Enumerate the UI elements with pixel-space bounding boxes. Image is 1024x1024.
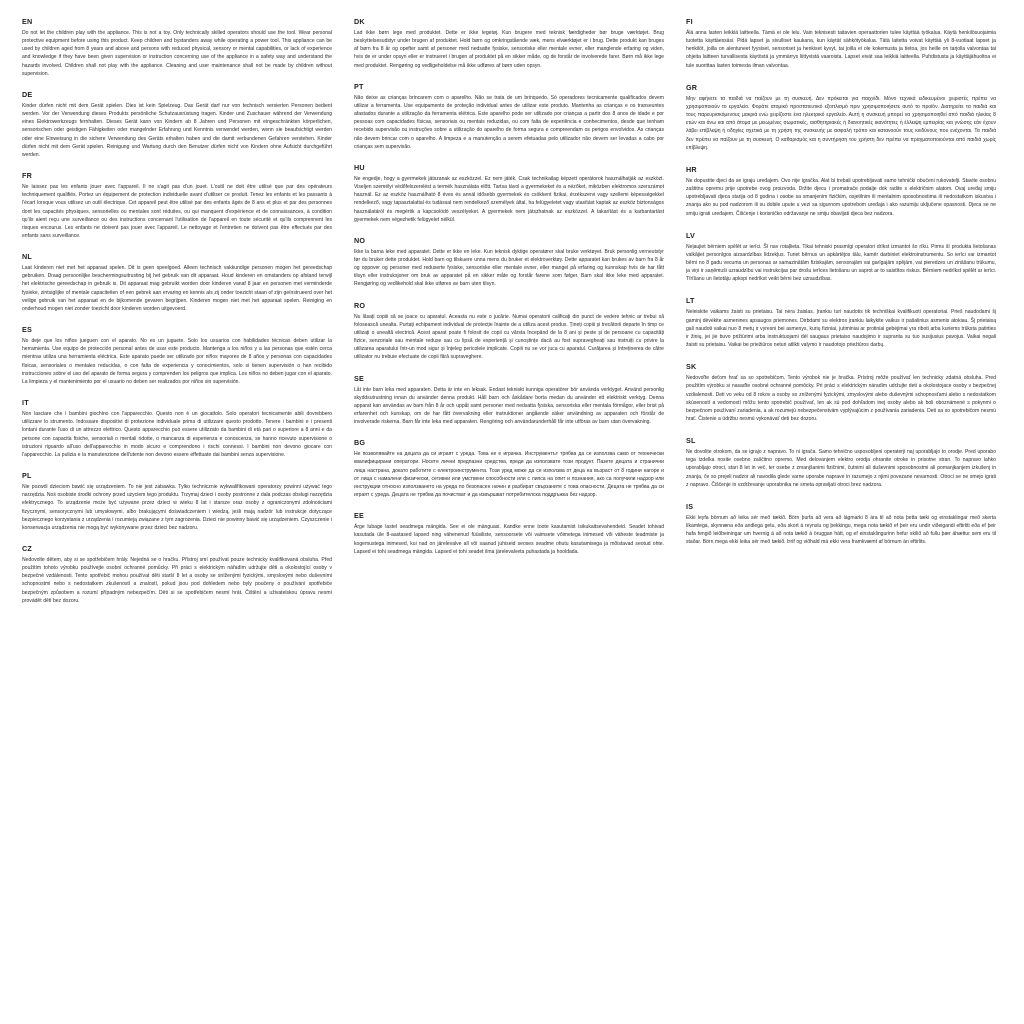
language-code-gr: GR (686, 82, 698, 92)
language-entry-lt (686, 297, 996, 349)
language-code-pt: PT (354, 81, 364, 91)
language-text-nl: Laat kinderen niet met het apparaat spelen. Dit is geen speelgoed. Alleen technisch vakkundige personen mogen het gereedschap gebruiken. Draag persoonlijke beschermingsuitrusting bij het gebruik van dit apparaat. Houd kinderen en omstanders op afstand terwijl het elektrische gereedschap in gebruik is. Dit apparaat mag gebruikt worden door kinderen vanaf 8 jaar en personen met verminderde fysieke, zintuiglijke of mentale capaciteiten of een gebrek aan ervaring en kennis als zij onder toezicht staan of zijn geïnstrueerd over het veilige gebruik van het apparaat en de bijkomende gevaren begrijpen. Kinderen mogen niet met het apparaat spelen. Reiniging en onderhoud mogen niet zonder toezicht door kinderen worden uitgevoerd. (22, 265, 332, 312)
language-code-fi: FI (686, 17, 693, 26)
language-code-sk: SK (686, 362, 697, 372)
language-code-ee: EE (354, 511, 364, 521)
language-text-bg: Не позволявайте на децата да си играят с уреда. Това не е играчка. Инструментът трябва да се използва само от технически квалифицирани оператори. Носете лични предпазни средства, преди да използвате този продукт. Пазете децата и странични лица настрана, докато работите с електроинструмента. Този уред може да се използва от деца на възраст от 8 години нагоре и от лица с намалени физически, сетивни или умствени способности или с липса на опит и познания, ако са получили надзор или инструкции относно използването на уреда по безопасен начин и разбират свързаните с това опасности. Децата не трябва да си играят с уреда. Децата не трябва да почистват и да извършват потребителска поддръжка без надзор. (354, 451, 664, 499)
language-code-se: SE (354, 373, 364, 383)
language-column-2 (354, 18, 664, 569)
language-entry-bg (354, 439, 664, 499)
language-code-fr: FR (22, 171, 32, 181)
language-entry-lv (686, 232, 996, 284)
language-entry-gr (686, 84, 996, 152)
language-column-3 (686, 18, 996, 561)
language-text-no: Ikke la barna leke med apparatet. Dette er ikke en leke. Kun teknisk dyktige operatører skal bruke verktøyet. Bruk personlig verneutstyr før du bruker dette produktet. Hold barn og tilskuere unna mens du bruker et elektroverktøy. Dette apparatet kan brukes av barn fra 8 år og oppover og personer med reduserte fysiske, sensoriske eller mentale evner, eller mangel på erfaring og kunnskap hvis de har fått tilsyn eller instruksjoner om bruk av apparatet på en sikker måte og forstår farene som følger. Barn skal ikke leke med apparatet. Rengjøring og vedlikehold skal ikke utføres av barn uten tilsyn. (354, 248, 664, 288)
language-text-is: Ekki leyfa börnum að leika sér með tækið. Börn þurfa að vera að lágmarki 8 ára til að nota þetta tæki og einstaklingar með skerta líkamlega, skynræna eða andlega getu, eða skort á reynslu og þekkingu, mega nota tækið ef þeir eru undir viðeigandi eftirliti eða ef þeir hafa fengið leiðbeiningar um hvernig á að nota tækið á öruggan hátt, og ef einstaklingurinn hefur skilið að fullu þær áhættur sem eru til staðar. Börn mega ekki leika sér með tækið. Þrif og viðhald má ekki vera framkvæmt af börnum án eftirlits. (686, 514, 996, 546)
language-text-de: Kinder dürfen nicht mit dem Gerät spielen. Dies ist kein Spielzeug. Das Gerät darf nur von technisch versierten Personen bedient werden. Vor der Verwendung dieses Produkts persönliche Schutzausrüstung tragen. Kinder und Zuschauer während der Verwendung eines Elektrowerkzeugs fernhalten. Dieses Gerät kann von Kindern ab 8 Jahren und Personen mit eingeschränkten körperlichen, sensorischen oder geistigen Fähigkeiten oder mangelnder Erfahrung und Kenntnis verwendet werden, wenn sie beaufsichtigt werden oder eine Einweisung in die sichere Verwendung des Geräts erhalten haben und die damit verbundenen Gefahren verstehen. Kinder dürfen nicht mit dem Gerät spielen. Reinigung und Wartung durch den Benutzer dürfen nicht von Kindern ohne Aufsicht durchgeführt werden. (22, 102, 332, 158)
language-code-it: IT (22, 398, 29, 408)
language-code-es: ES (22, 325, 32, 335)
language-code-de: DE (22, 89, 33, 99)
language-code-lv: LV (686, 230, 696, 240)
language-code-pl: PL (22, 471, 32, 481)
language-text-ee: Ärge lubage lastel seadmega mängida. See ei ole mänguasi. Kandke enne toote kasutamist isikukaitsevahendeid. Seadet tohivad kasutada üle 8-aastased lapsed ning vähenenud füüsiliste, sensoorsete või vaimsete võimetega inimesed või väheste teadmiste ja kogemustega inimesed, kui nad on järelevalve all või saanud juhiseid seoses seadme ohutu kasutamisega ja mõistavad seotud ohte. Lapsed ei tohi seadmega mängida. Lapsed ei tohi seadet ilma järelevalveta puhastada ja hooldada. (354, 524, 664, 555)
language-code-hu: HU (354, 162, 365, 172)
language-entry-it (22, 399, 332, 459)
language-entry-no (354, 237, 664, 289)
language-entry-en (22, 18, 332, 78)
columns-container (22, 18, 1002, 618)
language-text-dk: Lad ikke børn lege med produktet. Dette er ikke legetøj. Kun brugere med teknisk færdigheder bør bruge værktøjet. Brug beskyttelsesudstyr under brugen af produktet. Hold børn og omkringstående væk, mens elværktøjet er i brug. Dette produkt kan bruges af børn fra 8 år og opefter samt af personer med nedsatte fysiske, sensoriske eller mentale evner, eller manglende erfaring og viden, hvis de er under opsyn eller er instrueret i brugen af produktet på en sikker måde, og de forstår de involverede farer. Børn må ikke lege med produktet. Rengøring og vedligeholdelse må ikke udføres af børn uden opsyn. (354, 29, 664, 69)
language-text-lv: Neļaujiet bērniem spēlēt ar ierīci. Šī nav rotaļlieta. Tikai tehniski prasmīgi operatori drīkst izmantot šo rīku. Pirms šī produkta lietošanas valkājiet personīgos aizsardzības līdzekļus. Turiet bērnus un apkārtējos tālu, kamēr darbiniet elektroinstrumentu. So ierīci var izmantot bērni no 8 gadu vecuma un personas ar samazinātām fiziskajām, sensorajām vai garīgajām spējām, vai pieredzes un zināšanu trūkumu, ja viņi ir saņēmuši uzraudzību vai instrukcijas par drošu ierīces lietošanu un saprot ar to saistītos riskus. Bērniem nedrīkst spēlēt ar ierīci. Tīrīšanu un lietotāju apkopi nedrīkst veikt bērni bez uzraudzības. (686, 243, 996, 283)
language-text-es: No deje que los niños jueguen con el aparato. No es un juguete. Solo los usuarios con habilidades técnicas deben utilizar la herramienta. Use equipo de protección personal antes de usar este producto. Mantenga a los niños y a las personas que estén cerca mientras utiliza una herramienta eléctrica. Este aparato puede ser utilizado por niños mayores de 8 años y personas con capacidades físicas, sensoriales o mentales reducidas, o con falta de experiencia y conocimientos, solo si tienen supervisión o han recibido instrucciones sobre el uso del aparato de forma segura y comprenden los peligros que implica. Los niños no deben jugar con el aparato. La limpieza y el mantenimiento por el usuario no deben ser realizados por niños sin supervisión. (22, 338, 332, 385)
language-text-cz: Nedovolte dětem, aby si se spotřebičem hrály. Nejedná se o hračku. Přístroj smí používat pouze technicky kvalifikovaná obsluha. Před použitím tohoto výrobku používejte osobní ochranné pomůcky. Při práci s elektrickým nářadím udržujte děti a okolostojící osoby v bezpečné vzdálenosti. Tento spotřebič mohou používat děti starší 8 let a osoby se sníženými fyzickými, smyslovými nebo duševními schopnostmi nebo s nedostatkem zkušeností a znalostí, pokud jsou pod dohledem nebo byly poučeny o používání spotřebiče bezpečným způsobem a rozumí případným nebezpečím. Děti si se spotřebičem nesmí hrát. Čištění a uživatelskou úpravu nesmí provádět děti bez dozoru. (22, 556, 332, 604)
language-entry-cz (22, 545, 332, 605)
language-code-lt: LT (686, 296, 695, 306)
language-entry-de (22, 91, 332, 159)
language-code-dk: DK (354, 17, 365, 26)
language-text-lt: Neleiskite vaikams žaisti su prietaisu. Tai nėra žaislas. Įrankiu turi naudotis tik techniškai kvalifikuoti operatoriai. Prieš naudodami šį gaminį dėvėkite asmenines apsaugos priemones. Dirbdami su elektros įrankiu laikykite vaikus ir pašalinius asmenis atokiau. Šį prietaisą gali naudoti vaikai nuo 8 metų ir vyresni bei asmenys, kurių fiziniai, jutiminiai ar protiniai gebėjimai yra riboti arba kuriems trūksta patirties ir žinių, jei jie buvo prižiūrimi arba instruktuojami dėl saugaus prietaiso naudojimo ir supranta su tuo susijusius pavojus. Vaikai negali žaisti su prietaisu. Vaikai be priežiūros neturi atlikti valymo ir naudotojo priežiūros darbų. (686, 309, 996, 349)
language-code-bg: BG (354, 438, 366, 448)
language-text-pl: Nie pozwól dzieciom bawić się urządzeniem. To nie jest zabawka. Tylko technicznie wykwalifikowani operatorzy powinni używać tego narzędzia. Noś osobiste środki ochrony przed użyciem tego produktu. Trzymaj dzieci i osoby postronne z dala podczas obsługi narzędzia elektrycznego. To urządzenie może być używane przez dzieci w wieku 8 lat i starsze oraz osoby z ograniczonymi zdolnościami fizycznymi, sensorycznymi lub umysłowymi, albo brakującymi doświadczeniem i wiedzą, jeśli mają nadzór lub instrukcje dotyczące bezpiecznego korzystania z urządzenia i rozumieją związane z tym zagrożenia. Dzieci nie powinny bawić się urządzeniem. Czyszczenie i konserwacja urządzenia nie mogą być wykonywane przez dzieci bez nadzoru. (22, 483, 332, 531)
language-column-1 (22, 18, 332, 618)
language-entry-nl (22, 253, 332, 313)
language-text-ro: Nu lăsați copiii să se joace cu aparatul. Aceasta nu este o jucărie. Numai operatorii calificați din punct de vedere tehnic ar trebui să folosească unealta. Purtați echipament individual de protecție înainte de a utiliza acest produs. Țineți copiii și trecătorii departe în timp ce utilizați o unealtă electrică. Acest aparat poate fi folosit de copii cu vârsta începând de la 8 ani și peste și de persoane cu capacități fizice, senzoriale sau mentale reduse sau cu lipsă de experiență și cunoștințe dacă au fost supravegheați sau instruiți cu privire la utilizarea aparatului într-un mod sigur și înțeleg pericolele implicate. Copiii nu se vor juca cu aparatul. Curățarea și întreținerea de către utilizator nu trebuie efectuate de copii fără supraveghere. (354, 313, 664, 361)
language-text-se: Låt inte barn leka med apparaten. Detta är inte en leksak. Endast tekniskt kunniga operatörer bör använda verktyget. Använd personlig skyddsutrustning innan du använder denna produkt. Håll barn och åskådare borta medan du använder ett elektriskt verktyg. Denna apparat kan användas av barn från 8 år och uppåt samt personer med nedsatta fysiska, sensoriska eller mentala förmågor, eller brist på erfarenhet och kunskap, om de har fått övervakning eller instruktioner angående säker användning av apparaten och förstår de involverade riskerna. Barn får inte leka med apparaten. Rengöring och användarunderhåll får inte utföras av barn utan övervakning. (354, 386, 664, 426)
language-text-fi: Älä anna lasten leikkiä laitteella. Tämä ei ole lelu. Vain teknisesti taitavien operaattorien tulee käyttää työkalua. Käytä henkilösuojaimia tuotetta käyttäessäsi. Pidä lapset ja sivulliset kaukana, kun käytät sähkötyökalua. Tätä laitetta voivat käyttää yli 8-vuotiaat lapset ja henkilöt, joilla on alentuneet fyysiset, sensoriset ja henkiset kyvyt, tai joilla ei ole kokemusta ja tietoa, jos heille on tarjolla valvontaa tai ohjeita laitteen turvallisesta käytöstä ja ymmärrys liittyvistä vaaroista. Lapset eivät saa leikkiä laitteella. Puhdistusta ja käyttäjähuoltoa ei tule suorittaa lasten toimesta ilman valvontaa. (686, 29, 996, 69)
language-entry-ee (354, 512, 664, 556)
language-text-pt: Não deixe as crianças brincarem com o aparelho. Não se trata de um brinquedo. Só operadores tecnicamente qualificados devem utilizar a ferramenta. Use equipamento de proteção individual antes de utilizar este produto. Mantenha as crianças e os transeuntes afastados durante a utilização da ferramenta elétrica. Este aparelho pode ser utilizado por crianças a partir dos 8 anos de idade e por pessoas com capacidades físicas, sensoriais ou mentais reduzidas, ou com falta de experiência e conhecimentos, desde que tenham recebido supervisão ou instruções sobre a utilização do aparelho de forma segura e compreendam os perigos envolvidos. As crianças não devem brincar com o aparelho. A limpeza e a manutenção a serem efetuadas pelo utilizador não devem ser levadas a cabo por crianças sem supervisão. (354, 94, 664, 150)
language-entry-is (686, 503, 996, 547)
language-text-it: Non lasciare che i bambini giochino con l'apparecchio. Questo non è un giocattolo. Solo operatori tecnicamente abili dovrebbero utilizzare lo strumento. Indossare dispositivi di protezione individuale prima di utilizzare questo prodotto. Tenere i bambini e i presenti lontani durante l'uso di un attrezzo elettrico. Questo apparecchio può essere utilizzato da bambini di età pari o superiore a 8 anni e da persone con capacità fisiche, sensoriali o mentali ridotte, o mancanza di esperienza e conoscenza, se hanno ricevuto supervisione o istruzioni riguardo all'uso dell'apparecchio in modo sicuro e comprendono i rischi connessi. I bambini non devono giocare con l'apparecchio. La pulizia e la manutenzione dell'utente non devono essere effettuate dai bambini senza supervisione. (22, 411, 332, 458)
language-entry-sl (686, 437, 996, 489)
language-entry-es (22, 326, 332, 386)
language-code-sl: SL (686, 436, 696, 446)
language-code-is: IS (686, 501, 694, 511)
language-entry-pt (354, 83, 664, 151)
language-code-cz: CZ (22, 544, 32, 554)
language-code-nl: NL (22, 252, 32, 262)
language-code-no: NO (354, 235, 366, 245)
language-entry-fr (22, 172, 332, 240)
language-text-hr: Ne dopustite djeci da se igraju uređajem. Ovo nije igračka. Alat bi trebali upotrebljavati samo tehnički obučeni rukovatelji. Stavite osobnu zaštitnu opremu prije upotrebe ovog proizvoda. Držite djecu i promatrače podalje dok radite s električnim alatom. Ovaj uređaj smiju upotrebljavati djeca starija od 8 godina i osobe sa smanjenim fizičkim, osjetilnim ili mentalnim sposobnostima ili nedostatkom iskustva i znanja ako su pod nadzorom ili su dobile upute u vezi sa sigurnom upotrebom uređaja i ako razumiju uključene opasnosti. Djeca se ne smiju igrati uređajem. Čišćenje i korisničko održavanje ne smiju obavljati djeca bez nadzora. (686, 177, 996, 217)
language-text-fr: Ne laissez pas les enfants jouer avec l'appareil. Il ne s'agit pas d'un jouet. L'outil ne doit être utilisé que par des opérateurs techniquement qualifiés. Portez un équipement de protection individuelle avant d'utiliser ce produit. Tenez les enfants et les passants à l'écart lorsque vous utilisez un outil électrique. Cet appareil peut être utilisé par des enfants âgés de 8 ans et plus et par des personnes dont les capacités physiques, sensorielles ou mentales sont réduites, ou qui manquent d'expérience et de connaissances, à condition qu'ils aient reçu une surveillance ou des instructions concernant l'utilisation de l'appareil en toute sécurité et qu'ils comprennent les risques encourus. Les enfants ne doivent pas jouer avec l'appareil. Le nettoyage et l'entretien ne doivent pas être effectués par des enfants sans surveillance. (22, 184, 332, 240)
language-entry-sk (686, 363, 996, 423)
language-text-gr: Μην αφήνετε τα παιδιά να παίζουν με τη συσκευή. Δεν πρόκειται για παιχνίδι. Μόνο τεχνικά ειδικευμένοι χειριστές πρέπει να χρησιμοποιούν το εργαλείο. Φοράτε ατομικό προστατευτικό εξοπλισμό πριν χρησιμοποιήσετε αυτό το προϊόν. Διατηρείτε τα παιδιά και τους παρευρισκόμενους μακριά ενώ χειρίζεστε ένα ηλεκτρικό εργαλείο. Αυτή η συσκευή μπορεί να χρησιμοποιηθεί από παιδιά ηλικίας 8 ετών και άνω και από άτομα με μειωμένες σωματικές, αισθητηριακές ή διανοητικές ικανότητες ή έλλειψη εμπειρίας και γνώσης εάν έχουν λάβει επίβλεψη ή οδηγίες σχετικά με τη χρήση της συσκευής με ασφαλή τρόπο και κατανοούν τους κινδύνους που ενέχονται. Τα παιδιά δεν πρέπει να παίζουν με τη συσκευή. Ο καθαρισμός και η συντήρηση του χρήστη δεν πρέπει να πραγματοποιούνται από παιδιά χωρίς επίβλεψη. (686, 95, 996, 151)
language-entry-fi (686, 18, 996, 70)
language-text-en: Do not let the children play with the appliance. This is not a toy. Only technically skilled operators should use the tool. Wear personal protective equipment before using this product. Keep children and bystanders away while operating a power tool. This appliance can be used by children aged from 8 years and above and persons with reduced physical, sensory or mental capabilities, or lack of experience and knowledge if they have been given supervision or instruction concerning use of the appliance in a safety way and understand the hazards involved. Children shall not play with the appliance. Cleaning and user maintenance shall not be made by children without supervision. (22, 29, 332, 77)
language-entry-se (354, 375, 664, 427)
language-text-sl: Ne dovolite otrokom, da se igrajo z napravo. To ni igrača. Samo tehnično usposobljeni operaterji naj uporabljajo to orodje. Pred uporabo tega izdelka nosite osebno zaščitno opremo. Med delovanjem elektro orodja ohranite otroke in prisotne stran. To napravo lahko uporabljajo otroci, stari 8 let in več, ter osebe z zmanjšanimi fizičnimi, čutnimi ali duševnimi sposobnostmi ali pomanjkanjem izkušenj in znanja, če so prejeli nadzor ali navodila glede varne uporabe naprave in razumejo z njimi povezane nevarnosti. Otroci se ne smejo igrati z napravo. Čiščenje in vzdrževanje uporabnika ne smeta opravljati otroci brez nadzora. (686, 449, 996, 488)
language-entry-ro (354, 302, 664, 362)
language-code-hr: HR (686, 164, 697, 174)
language-code-en: EN (22, 17, 33, 26)
language-entry-hr (686, 166, 996, 218)
language-entry-dk (354, 18, 664, 70)
language-entry-hu (354, 164, 664, 224)
language-text-hu: Ne engedje, hogy a gyermekek játszanak az eszközzel. Ez nem játék. Csak technikailag képzett operátorok használhatják az eszközt. Viseljen személyi védőfelszerelést a termék használata előtt. Tartsa távol a gyermekeket és a nézőket, miközben elektromos szerszámot használ. Ez az eszköz használható 8 éves és annál idősebb gyermekek és csökkent fizikai, érzékszervi vagy szellemi képességekkel rendelkező, vagy tapasztalattal és tudással nem rendelkező személyek által, ha felügyeletet vagy utasítást kaptak az eszköz biztonságos használatáról és megértik a kapcsolódó veszélyeket. A gyermekek nem játszhatnak az eszközzel. A takarítást és a karbantartást gyermekek nem végezhetik felügyelet nélkül. (354, 175, 664, 223)
language-text-sk: Nedovoľte deťom hrať sa so spotrebičom. Tento výrobok nie je hračka. Prístroj môže používať len technicky zdatná obsluha. Pred použitím výrobku si nasaďte osobné ochranné pomôcky. Pri práci s elektrickým náradím udržujte deti a okolostojace osoby v bezpečnej vzdialenosti. Deti vo veku od 8 rokov a osoby so zníženými fyzickými, zmyslovými alebo duševnými schopnosťami alebo s nedostatkom skúseností a vedomostí môžu tento spotrebič používať, len ak sú pod dohľadom inej osoby alebo ak boli oboznámené s pokynmi o bezpečnom používaní zariadenia, a ak rozumejú nebezpečenstvám vyplývajúcim z používania zariadenia. Deti sa so spotrebičom nesmú hrať. Čistenie a údržbu nesmú vykonávať deti bez dozoru. (686, 375, 996, 423)
language-entry-pl (22, 472, 332, 532)
language-code-ro: RO (354, 300, 366, 310)
